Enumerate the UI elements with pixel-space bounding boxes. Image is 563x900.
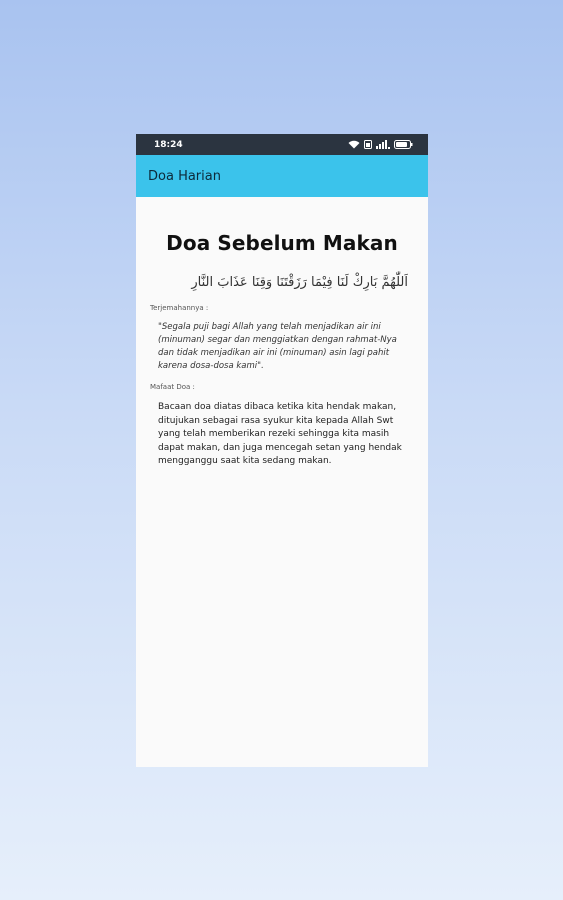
arabic-prayer-text: اَللّٰهُمَّ بَارِكْ لَنَا فِيْمَا رَزَقْتَنَا وَقِنَا عَذَابَ النَّارِ — [191, 275, 408, 290]
status-icons — [348, 140, 413, 149]
wifi-icon — [348, 140, 360, 149]
sim-icon — [364, 140, 372, 149]
translation-label: Terjemahannya : — [150, 304, 209, 312]
status-bar — [136, 134, 428, 155]
app-title: Doa Harian — [148, 168, 221, 184]
benefit-label: Mafaat Doa : — [150, 383, 195, 391]
app-bar — [136, 155, 428, 197]
prayer-content — [136, 231, 428, 469]
page-title: Doa Sebelum Makan — [166, 231, 398, 255]
battery-icon — [394, 140, 413, 149]
benefit-text: Bacaan doa diatas dibaca ketika kita hendak makan, ditujukan sebagai rasa syukur kita kepada Allah Swt yang telah memberikan rezeki sehingga kita masih dapat makan, dan juga mencegah setan yang hendak mengganggu saat kita sedang makan. — [158, 402, 402, 466]
phone-screen — [136, 134, 428, 767]
signal-icon — [376, 140, 390, 149]
translation-text: "Segala puji bagi Allah yang telah menjadikan air ini (minuman) segar dan menggiatkan dengan rahmat-Nya dan tidak menjadikan air ini (minuman) asin lagi pahit karena dosa-dosa kami". — [158, 322, 397, 371]
status-time: 18:24 — [154, 139, 183, 150]
